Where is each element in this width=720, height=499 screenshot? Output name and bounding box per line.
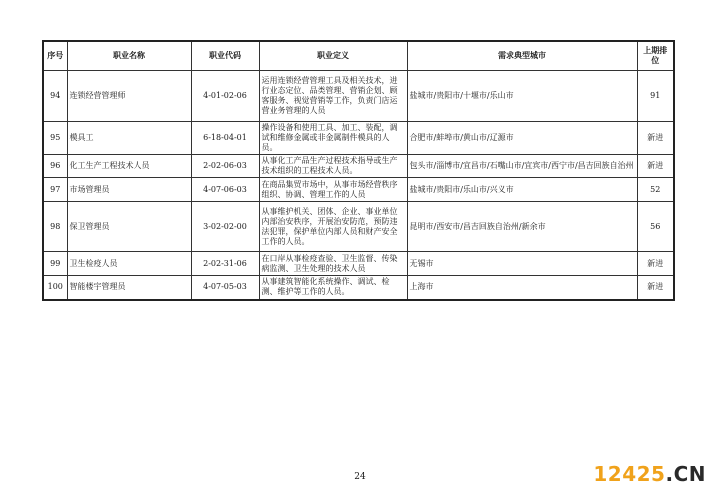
row-cities: 包头市/淄博市/宜昌市/石嘴山市/宜宾市/西宁市/昌吉回族自治州 (407, 155, 637, 178)
row-rank: 91 (637, 71, 674, 122)
row-rank: 新进 (637, 276, 674, 300)
row-definition: 从事建筑智能化系统操作、调试、检测、维护等工作的人员。 (259, 276, 407, 300)
table-header-row (43, 41, 674, 71)
row-no: 96 (43, 155, 67, 178)
row-no: 100 (43, 276, 67, 300)
row-no: 95 (43, 122, 67, 155)
row-rank: 52 (637, 178, 674, 202)
row-definition: 从事维护机关、团体、企业、事业单位内部治安秩序，开展治安防范，预防违法犯罪，保护单位内部人员和财产安全工作的人员。 (259, 202, 407, 252)
header-no: 序号 (43, 41, 67, 71)
site-watermark-logo (593, 462, 706, 486)
row-code: 4-07-06-03 (191, 178, 259, 202)
row-definition: 在口岸从事检疫查验、卫生监督、传染病监测、卫生处理的技术人员 (259, 252, 407, 276)
row-code: 2-02-31-06 (191, 252, 259, 276)
header-code: 职业代码 (191, 41, 259, 71)
row-cities: 合肥市/蚌埠市/黄山市/辽源市 (407, 122, 637, 155)
table-row (43, 202, 674, 252)
table-row (43, 155, 674, 178)
row-name: 智能楼宇管理员 (67, 276, 191, 300)
row-no: 97 (43, 178, 67, 202)
row-definition: 操作设备和使用工具、加工、装配，调试和维修金属或非金属制件模具的人员。 (259, 122, 407, 155)
row-name: 模具工 (67, 122, 191, 155)
table-row (43, 178, 674, 202)
occupation-table (42, 40, 675, 301)
row-rank: 56 (637, 202, 674, 252)
table-row (43, 122, 674, 155)
row-name: 保卫管理员 (67, 202, 191, 252)
row-name: 卫生检疫人员 (67, 252, 191, 276)
row-code: 2-02-06-03 (191, 155, 259, 178)
header-name: 职业名称 (67, 41, 191, 71)
row-no: 99 (43, 252, 67, 276)
table-row (43, 252, 674, 276)
row-cities: 盐城市/贵阳市/乐山市/兴义市 (407, 178, 637, 202)
row-code: 6-18-04-01 (191, 122, 259, 155)
row-definition: 运用连锁经营管理工具及相关技术，进行业态定位、品类管理、营销企划、顾客服务、视觉营销等工作，负责门店运营业务管理的人员 (259, 71, 407, 122)
row-rank: 新进 (637, 122, 674, 155)
header-definition: 职业定义 (259, 41, 407, 71)
table-row (43, 71, 674, 122)
row-name: 连锁经营管理师 (67, 71, 191, 122)
watermark-digits: 12425 (593, 462, 666, 486)
row-cities: 无锡市 (407, 252, 637, 276)
watermark-suffix: .CN (665, 462, 706, 486)
row-code: 3-02-02-00 (191, 202, 259, 252)
row-name: 化工生产工程技术人员 (67, 155, 191, 178)
row-definition: 在商品集贸市场中，从事市场经营秩序组织、协调、管理工作的人员 (259, 178, 407, 202)
page-number: 24 (354, 472, 366, 482)
header-rank: 上期排位 (637, 41, 674, 71)
row-no: 94 (43, 71, 67, 122)
row-code: 4-01-02-06 (191, 71, 259, 122)
row-cities: 盐城市/贵阳市/十堰市/乐山市 (407, 71, 637, 122)
header-cities: 需求典型城市 (407, 41, 637, 71)
row-cities: 上海市 (407, 276, 637, 300)
row-name: 市场管理员 (67, 178, 191, 202)
row-cities: 昆明市/西安市/昌吉回族自治州/新余市 (407, 202, 637, 252)
table-row (43, 276, 674, 300)
row-definition: 从事化工产品生产过程技术指导或生产技术组织的工程技术人员。 (259, 155, 407, 178)
row-rank: 新进 (637, 252, 674, 276)
row-code: 4-07-05-03 (191, 276, 259, 300)
row-rank: 新进 (637, 155, 674, 178)
row-no: 98 (43, 202, 67, 252)
